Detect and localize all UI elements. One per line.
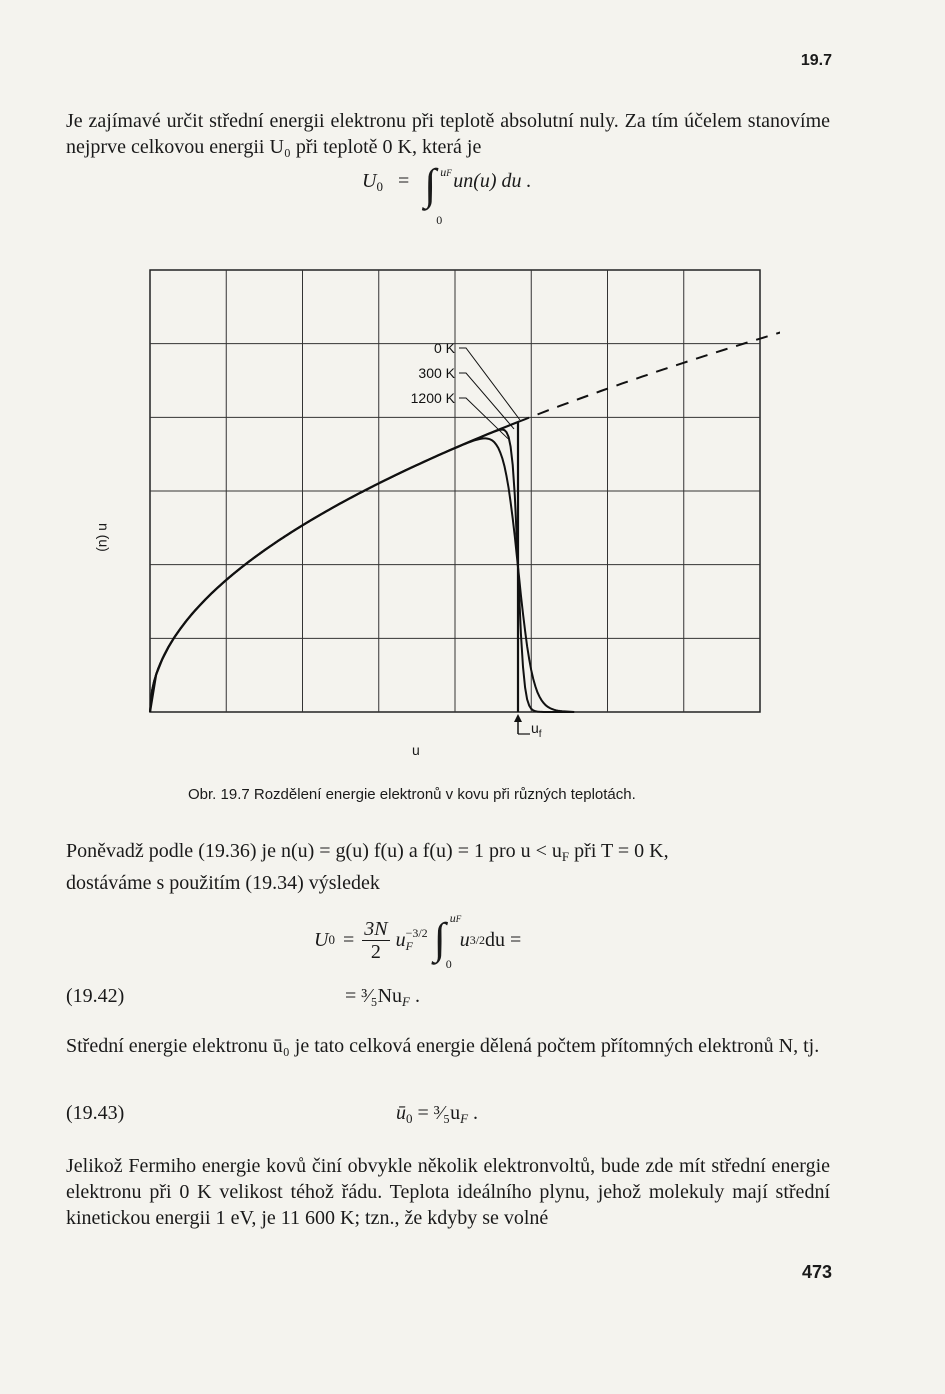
paragraph-derivation — [66, 838, 830, 896]
section-number: 19.7 — [800, 52, 832, 69]
paragraph-mean-energy: Střední energie elektronu ū₀ je tato celková energie dělená počtem přítomných elektronů N, tj. — [66, 1035, 820, 1057]
y-axis-label: n (u) — [96, 523, 112, 552]
equation-number-1943: (19.43) — [66, 1102, 125, 1124]
paragraph2-line1: Poněvadž podle (19.36) je n(u) = g(u) f(u) a f(u) = 1 pro $u < u_F$ při T = 0 K, — [66, 840, 669, 864]
curve-label: 0 K — [433, 340, 455, 356]
sqrt-extension-dashed — [518, 328, 780, 422]
eq2-lhs: U — [314, 928, 329, 951]
series-300K-line — [150, 430, 574, 712]
page-number: 473 — [801, 1262, 832, 1282]
eq1-integrand: un(u) du . — [453, 170, 532, 192]
curve-label-leader — [459, 398, 508, 439]
eq2-lower-limit: 0 — [445, 957, 452, 971]
eq2-integral — [432, 911, 462, 971]
eq1-equals: = — [397, 170, 410, 192]
equation-u0 — [314, 910, 521, 970]
equation-total-energy — [362, 160, 532, 227]
eq2-integrand: u — [459, 928, 470, 951]
eq2-lhs-sub: 0 — [328, 932, 335, 947]
eq2-uf-scripts: −3/2 F — [405, 926, 428, 953]
series-1200K-line — [150, 438, 574, 712]
curve-label: 1200 K — [410, 390, 455, 406]
eq2-frac-num: 3N — [364, 917, 388, 940]
paragraph-fermi-energy: Jelikož Fermiho energie kovů činí obvykle několik elektronvoltů, bude zde mít střední energie elektronu při 0 K velikost téhož řádu. Teplota ideálního plynu, jehož molekuly mají střední kinetickou energii 1 eV, je 11 600 K; tzn., že kdyby se volné — [66, 1155, 830, 1229]
figure-caption: Obr. 19.7 Rozdělení energie elektronů v kovu při různých teplotách. — [188, 786, 636, 803]
eq2-uf: u — [395, 928, 406, 951]
curve-label: 300 K — [418, 365, 455, 381]
chart-curves — [150, 328, 780, 734]
chart-curve-labels — [411, 340, 520, 439]
series-0K-line — [150, 422, 518, 712]
integral-sign-icon: ∫ — [424, 160, 437, 209]
eq2-upper-limit: uF — [449, 911, 462, 925]
eq2-frac-den: 2 — [370, 940, 381, 963]
integral-sign-icon: ∫ — [433, 914, 446, 963]
x-axis-label: u — [412, 742, 420, 758]
eq1-lower-limit: 0 — [436, 213, 443, 227]
eq1-lhs: U — [362, 170, 377, 192]
eq2-equals: = — [342, 928, 355, 951]
equation-number-1942: (19.42) — [66, 985, 125, 1007]
eq2-tail: du = — [485, 928, 522, 951]
figure-energy-distribution — [100, 262, 780, 762]
uf-label: $u_f$ — [531, 720, 542, 740]
eq2-fraction — [362, 918, 389, 963]
equation-u0-result: = $^3⁄_5Nu_F$ . — [345, 985, 420, 1009]
paragraph-intro: Je zajímavé určit střední energii elektronu při teplotě absolutní nuly. Za tím účelem stanovíme nejprve celkovou energii U₀ při teplotě 0 K, která je — [66, 110, 830, 158]
uf-arrow-head-icon — [514, 714, 522, 722]
chart-grid — [150, 270, 760, 712]
eq1-upper-limit: uF — [440, 165, 452, 179]
paragraph2-line2: dostáváme s použitím (19.34) výsledek — [66, 872, 380, 894]
equation-mean-energy: $ū_0$ = $^3⁄_5u_F$ . — [396, 1102, 479, 1126]
eq2-integrand-sup: 3/2 — [469, 932, 486, 947]
curve-label-leader — [459, 348, 520, 420]
eq1-lhs-sub: 0 — [376, 179, 383, 194]
